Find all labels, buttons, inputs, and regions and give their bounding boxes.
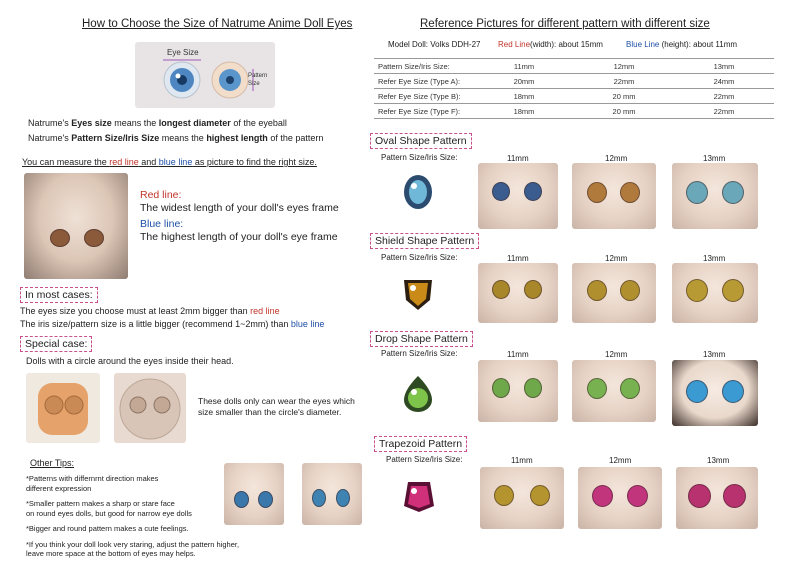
doll-left-eye	[50, 229, 70, 247]
size-label: 12mm	[605, 154, 628, 163]
most-cases-line2	[20, 319, 324, 329]
table-cell: 20 mm	[574, 104, 674, 119]
right-eye	[627, 485, 648, 507]
size-label: 12mm	[605, 350, 628, 359]
blue-line-title: Blue line:	[140, 218, 184, 230]
trapezoid-pattern-eye	[400, 476, 438, 516]
section-label-drop: Pattern Size/Iris Size:	[381, 349, 458, 358]
red-line-desc: The widest length of your doll's eyes frame	[140, 202, 339, 214]
def1-post: of the eyeball	[230, 118, 287, 128]
definition-pattern-size	[28, 133, 323, 143]
trapezoid-photo-11mm	[480, 467, 564, 529]
table-cell: 13mm	[674, 59, 774, 74]
table-cell: 11mm	[474, 59, 574, 74]
right-eye	[524, 182, 542, 201]
size-label: 12mm	[605, 254, 628, 263]
blue-line-block	[140, 218, 338, 244]
special-note-1: These dolls only can wear the eyes which	[198, 396, 355, 406]
tip2a: *Smaller pattern makes a sharp or stare face	[26, 499, 175, 508]
drop-pattern-eye	[398, 372, 438, 414]
def1-bold2: longest diameter	[158, 118, 231, 128]
definition-eye-size	[28, 118, 287, 128]
table-cell: Refer Eye Size (Type A):	[374, 74, 474, 89]
drop-photo-11mm	[478, 360, 558, 422]
left-title: How to Choose the Size of Natrume Anime Doll Eyes	[82, 18, 353, 30]
left-eye	[492, 280, 510, 299]
special-case-desc: Dolls with a circle around the eyes inside their head.	[26, 356, 234, 366]
special-photo-1-svg	[26, 373, 100, 443]
shield-photo-11mm	[478, 263, 558, 323]
red-line-suffix: (width): about 15mm	[530, 40, 603, 49]
other-tips-label: Other Tips:	[30, 458, 75, 468]
size-reference-table	[374, 58, 774, 119]
red-line-word: Red Line	[498, 40, 531, 49]
def2-bold2: highest length	[206, 133, 268, 143]
section-title-shield: Shield Shape Pattern	[370, 233, 479, 249]
oval-photo-13mm	[672, 163, 758, 229]
doll-right-eye	[84, 229, 104, 247]
tip-photo-2-right-eye	[336, 489, 350, 507]
table-cell: 18mm	[474, 104, 574, 119]
left-eye	[686, 279, 708, 302]
shield-pattern-eye	[398, 272, 438, 314]
size-label: 11mm	[507, 350, 529, 359]
size-label: 11mm	[507, 154, 529, 163]
left-eye	[686, 380, 708, 403]
right-eye	[722, 380, 744, 403]
right-eye	[524, 280, 542, 299]
size-label: 13mm	[703, 254, 726, 263]
special-case-photo-1	[26, 373, 100, 443]
special-note-2: size smaller than the circle's diameter.	[198, 407, 342, 417]
size-label: 13mm	[707, 456, 730, 465]
tip1b: different expression	[26, 483, 92, 493]
blue-line-measure	[626, 40, 737, 49]
most-cases-label: In most cases:	[20, 287, 98, 303]
right-eye	[530, 485, 550, 506]
size-label: 12mm	[609, 456, 632, 465]
special-photo-2-svg	[114, 373, 186, 443]
left-eye	[587, 280, 607, 301]
blue-line-suffix: (height): about 11mm	[659, 40, 738, 49]
tip-photo-2	[302, 463, 362, 525]
table-cell: 20 mm	[574, 89, 674, 104]
most1-red: red line	[250, 306, 280, 316]
eye-size-diagram	[135, 42, 275, 108]
left-eye	[688, 484, 711, 508]
measure-post: as picture to find the right size.	[192, 157, 317, 167]
table-cell: 12mm	[574, 59, 674, 74]
drop-photo-13mm	[672, 360, 758, 426]
table-cell: 22mm	[674, 104, 774, 119]
tip-photo-1-right-eye	[258, 491, 273, 508]
size-label: 11mm	[507, 254, 529, 263]
left-eye	[686, 181, 708, 204]
table-row	[374, 104, 774, 119]
most2-blue: blue line	[290, 319, 325, 329]
table-cell: 18mm	[474, 89, 574, 104]
shield-photo-13mm	[672, 263, 758, 323]
pattern-size-label	[248, 72, 267, 88]
right-title: Reference Pictures for different pattern with different size	[420, 18, 710, 30]
section-label-shield: Pattern Size/Iris Size:	[381, 253, 458, 262]
left-eye	[492, 182, 510, 201]
special-case-note	[198, 396, 355, 418]
def2-pre: Natrume's	[28, 133, 72, 143]
oval-photo-12mm	[572, 163, 656, 229]
right-eye	[723, 484, 746, 508]
table-cell: 22mm	[674, 89, 774, 104]
def2-post: of the pattern	[267, 133, 324, 143]
table-cell: 22mm	[574, 74, 674, 89]
table-row	[374, 59, 774, 74]
tip-photo-1	[224, 463, 284, 525]
right-eye	[620, 182, 640, 203]
size-label: 13mm	[703, 154, 726, 163]
right-eye	[722, 279, 744, 302]
table-cell: Refer Eye Size (Type B):	[374, 89, 474, 104]
right-eye	[722, 181, 744, 204]
table-cell: Pattern Size/Iris Size:	[374, 59, 474, 74]
table-row	[374, 89, 774, 104]
oval-pattern-eye	[398, 172, 438, 212]
tip4a: *If you think your doll look very staring, adjust the pattern higher,	[26, 539, 240, 549]
def2-mid: means the	[159, 133, 207, 143]
table-row	[374, 74, 774, 89]
left-eye	[492, 378, 510, 398]
section-label-oval: Pattern Size/Iris Size:	[381, 153, 458, 162]
other-tips-list	[26, 474, 239, 559]
size-label: 11mm	[511, 456, 533, 465]
drop-photo-12mm	[572, 360, 656, 422]
red-line-title: Red line:	[140, 189, 182, 201]
right-eye	[620, 280, 640, 301]
most2-pre: The iris size/pattern size is a little bigger (recommend 1~2mm) than	[20, 319, 291, 329]
right-eye	[524, 378, 542, 398]
def1-pre: Natrume's	[28, 118, 72, 128]
tip4b: leave more space at the bottom of eyes may helps.	[26, 549, 196, 558]
table-cell: 24mm	[674, 74, 774, 89]
tip2b: on round eyes dolls, but good for narrow eye dolls	[26, 508, 192, 518]
most-cases-line1	[20, 306, 280, 316]
left-eye	[494, 485, 514, 506]
table-cell: Refer Eye Size (Type F):	[374, 104, 474, 119]
trapezoid-photo-13mm	[676, 467, 758, 529]
size-label: 13mm	[703, 350, 726, 359]
pattern-size-label-2: Size	[248, 81, 260, 87]
left-eye	[587, 378, 607, 399]
def2-bold1: Pattern Size/Iris Size	[71, 133, 160, 143]
section-title-trapezoid: Trapezoid Pattern	[374, 436, 467, 452]
def1-bold1: Eyes size	[71, 118, 112, 128]
section-label-trapezoid: Pattern Size/Iris Size:	[386, 455, 463, 464]
measure-red: red line	[109, 157, 139, 167]
right-eye	[620, 378, 640, 399]
most1-pre: The eyes size you choose must at least 2mm bigger than	[20, 306, 251, 316]
special-case-label: Special case:	[20, 336, 92, 352]
left-eye	[587, 182, 607, 203]
tip1a: *Patterns with differnrnt direction makes	[26, 474, 159, 483]
pattern-size-label-1: Pattern	[248, 73, 268, 79]
trapezoid-photo-12mm	[578, 467, 662, 529]
section-title-oval: Oval Shape Pattern	[370, 133, 472, 149]
measure-instruction	[22, 157, 317, 167]
def1-mid: means the	[111, 118, 159, 128]
left-eye	[592, 485, 613, 507]
shield-photo-12mm	[572, 263, 656, 323]
eye-size-label: Eye Size	[167, 48, 199, 57]
red-line-measure	[498, 40, 603, 49]
blue-line-desc: The highest length of your doll's eye frame	[140, 231, 338, 243]
measure-mid: and	[138, 157, 159, 167]
model-doll: Model Doll: Volks DDH-27	[388, 40, 481, 49]
red-line-block	[140, 189, 339, 215]
section-title-drop: Drop Shape Pattern	[370, 331, 473, 347]
blue-line-word: Blue Line	[626, 40, 660, 49]
tip3: *Bigger and round pattern makes a cute feelings.	[26, 524, 189, 533]
tip-photo-2-left-eye	[312, 489, 326, 507]
doll-measure-photo	[24, 173, 128, 279]
measure-pre: You can measure the	[22, 157, 110, 167]
measure-blue: blue line	[158, 157, 193, 167]
table-cell: 20mm	[474, 74, 574, 89]
oval-photo-11mm	[478, 163, 558, 229]
tip-photo-1-left-eye	[234, 491, 249, 508]
special-case-photo-2	[114, 373, 186, 443]
